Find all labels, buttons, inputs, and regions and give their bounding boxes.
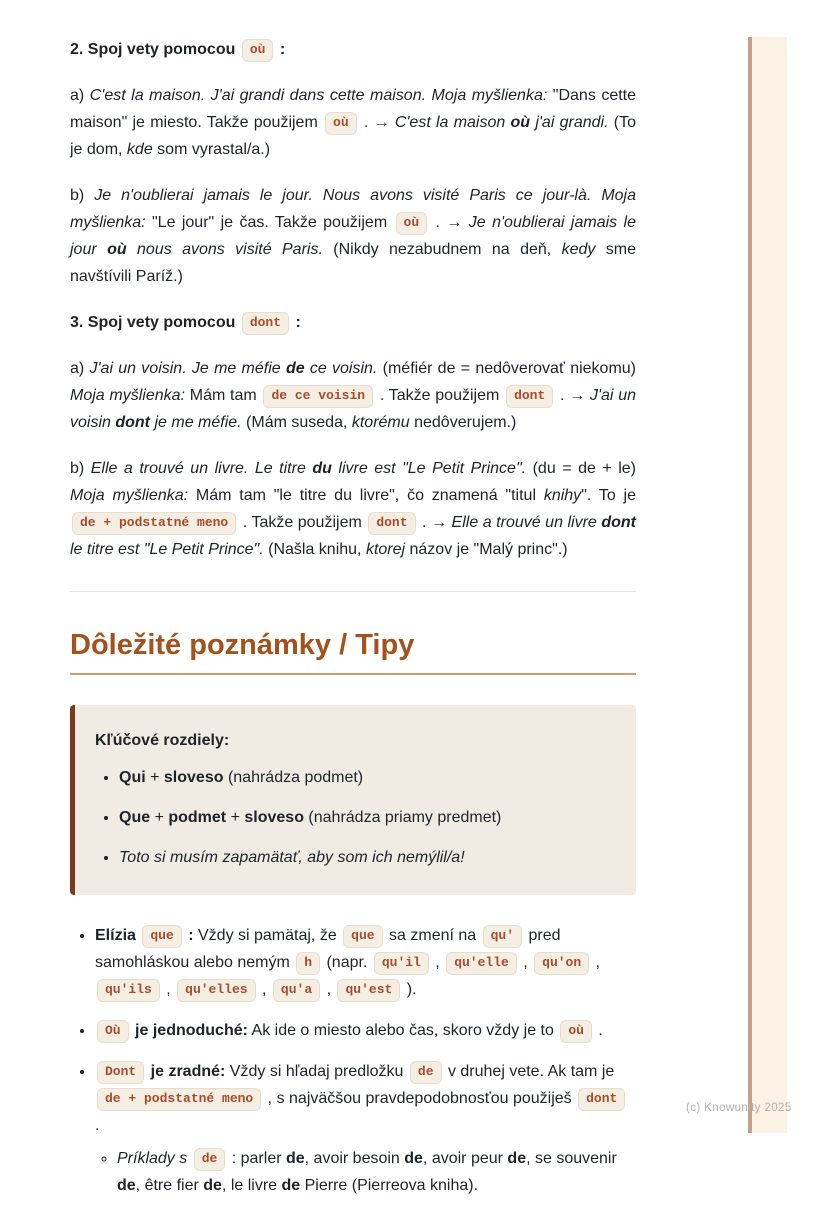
text-run: . Takže použijem: [375, 387, 505, 404]
copyright-watermark: (c) Knowunity 2025: [686, 1102, 792, 1114]
inline-code-badge: Dont: [97, 1061, 144, 1084]
text-run: ).: [402, 981, 417, 998]
inline-code-badge: où: [396, 212, 428, 235]
text-run: Ak ide o miesto alebo čas, skoro vždy je to: [247, 1022, 559, 1039]
text-run: Je n'oublierai jamais le jour. Nous avons visité Paris ce jour-là. Moja myšlienka:: [70, 187, 636, 231]
text-run: je me méfie.: [150, 414, 247, 431]
text-run: C'est la maison. J'ai grandi dans cette maison. Moja myšlienka:: [89, 87, 553, 104]
text-run: où: [510, 114, 531, 131]
text-run: nedôverujem.): [409, 414, 517, 431]
paragraph-2b: [70, 182, 636, 290]
inline-code-badge: dont: [242, 312, 289, 335]
tips-list: [70, 922, 636, 1199]
text-run: :: [291, 314, 301, 331]
text-run: ,: [591, 954, 601, 971]
text-run: Moja myšlienka:: [70, 387, 190, 404]
text-run: kedy: [561, 241, 596, 258]
text-run: . →: [429, 214, 469, 231]
text-run: dont: [601, 514, 636, 531]
tip-item: [95, 922, 636, 1003]
text-run: som vyrastal/a.): [152, 141, 271, 158]
text-run: kde: [126, 141, 153, 158]
text-run: Toto si musím zapamätať, aby som ich nemýlil/a!: [119, 849, 465, 866]
inline-code-badge: où: [242, 39, 274, 62]
text-run: a): [70, 87, 90, 104]
key-differences-callout: [70, 705, 636, 895]
inline-code-badge: de ce voisin: [263, 385, 373, 408]
text-run: Elle a trouvé un livre. Le titre: [90, 460, 313, 477]
text-run: a): [70, 360, 90, 377]
text-run: . Takže použijem: [238, 514, 367, 531]
inline-code-badge: que: [343, 925, 382, 948]
text-run: Vždy si pamätaj, že: [193, 927, 342, 944]
inline-code-badge: qu'elle: [446, 952, 517, 975]
text-run: názov je "Malý princ".): [405, 541, 568, 558]
text-run: (Mám suseda,: [246, 414, 352, 431]
text-run: sme navštívili Paríž.): [70, 241, 636, 285]
text-run: de: [507, 1150, 527, 1167]
text-run: sloveso: [244, 809, 304, 826]
text-run: , se souvenir: [526, 1150, 617, 1167]
text-run: +: [226, 809, 245, 826]
tip-item: [95, 1058, 636, 1199]
text-run: .: [593, 1022, 603, 1039]
text-run: (nahrádza priamy predmet): [303, 809, 502, 826]
inline-code-badge: de: [194, 1148, 226, 1171]
text-run: (napr.: [322, 954, 372, 971]
text-run: du: [312, 460, 332, 477]
inline-code-badge: dont: [578, 1088, 625, 1111]
text-run: :: [275, 41, 286, 58]
text-run: Mám tam: [189, 387, 262, 404]
text-run: (nahrádza podmet): [223, 769, 364, 786]
document-content: [70, 36, 636, 1213]
text-run: Qui: [119, 769, 146, 786]
inline-code-badge: que: [142, 925, 181, 948]
inline-code-badge: de: [410, 1061, 442, 1084]
text-run: de: [285, 1150, 305, 1167]
text-run: , être fier: [135, 1177, 204, 1194]
sub-tips-list: [95, 1145, 636, 1199]
text-run: pred samohláskou alebo nemým: [95, 927, 561, 971]
text-run: , le livre: [221, 1177, 282, 1194]
text-run: je jednoduché:: [130, 1022, 248, 1039]
text-run: ce voisin.: [304, 360, 383, 377]
inline-code-badge: h: [296, 952, 320, 975]
text-run: où: [107, 241, 127, 258]
text-run: J'ai un voisin. Je me méfie: [89, 360, 286, 377]
inline-code-badge: de + podstatné meno: [97, 1088, 261, 1111]
paragraph-3b: [70, 455, 636, 563]
text-run: b): [70, 460, 91, 477]
text-run: sa zmení na: [384, 927, 481, 944]
text-run: v druhej vete. Ak tam je: [443, 1063, 615, 1080]
text-run: "Dans cette maison" je miesto. Takže použijem: [70, 87, 637, 131]
text-run: , avoir besoin: [304, 1150, 405, 1167]
text-run: de: [281, 1177, 301, 1194]
text-run: ,: [518, 954, 533, 971]
text-run: j'ai grandi.: [530, 114, 609, 131]
text-run: . →: [555, 387, 590, 404]
page-edge-band: [748, 37, 787, 1133]
inline-code-badge: qu'a: [273, 979, 320, 1002]
text-run: Que: [119, 809, 151, 826]
text-run: sloveso: [163, 769, 224, 786]
inline-code-badge: où: [325, 112, 357, 135]
notes-heading: Dôležité poznámky / Tipy: [70, 628, 636, 675]
inline-code-badge: qu'elles: [177, 979, 255, 1002]
inline-code-badge: qu': [483, 925, 522, 948]
callout-item: [119, 764, 608, 791]
inline-code-badge: qu'est: [337, 979, 400, 1002]
text-run: (Nikdy nezabudnem na deň,: [333, 241, 562, 258]
inline-code-badge: de + podstatné meno: [72, 512, 236, 535]
text-run: Elízia: [95, 927, 141, 944]
text-run: livre est "Le Petit Prince".: [331, 460, 533, 477]
text-run: , s najväčšou pravdepodobnosťou použiješ: [263, 1090, 577, 1107]
text-run: ,: [161, 981, 176, 998]
text-run: Je n'oublierai jamais le jour: [70, 214, 637, 258]
text-run: je zradné:: [146, 1063, 226, 1080]
text-run: Vždy si hľadaj predložku: [225, 1063, 408, 1080]
text-run: (du = de + le): [532, 460, 637, 477]
text-run: :: [183, 927, 194, 944]
tip-item: [95, 1017, 636, 1044]
text-run: dont: [115, 414, 151, 431]
inline-code-badge: Où: [97, 1020, 129, 1043]
text-run: Moja myšlienka:: [70, 487, 196, 504]
sub-tip-item: [117, 1145, 636, 1199]
callout-item: [119, 804, 608, 831]
text-run: . →: [358, 114, 395, 131]
text-run: ,: [322, 981, 336, 998]
text-run: 2. Spoj vety pomocou: [70, 41, 240, 58]
text-run: C'est la maison: [394, 114, 511, 131]
inline-code-badge: dont: [368, 512, 415, 535]
inline-code-badge: qu'on: [534, 952, 589, 975]
callout-title: Kľúčové rozdiely:: [95, 732, 230, 749]
callout-list: [95, 764, 608, 871]
text-run: .: [95, 1117, 100, 1134]
text-run: b): [70, 187, 95, 204]
text-run: ,: [430, 954, 445, 971]
inline-code-badge: qu'ils: [97, 979, 160, 1002]
text-run: +: [145, 769, 164, 786]
subsection-heading-2: [70, 36, 636, 63]
text-run: de: [404, 1150, 423, 1167]
text-run: Elle a trouvé un livre: [451, 514, 602, 531]
text-run: le titre est "Le Petit Prince".: [70, 541, 269, 558]
text-run: podmet: [168, 809, 227, 826]
text-run: knihy: [543, 487, 582, 504]
text-run: de: [285, 360, 305, 377]
inline-code-badge: qu'il: [374, 952, 429, 975]
inline-code-badge: dont: [506, 385, 553, 408]
text-run: (Našla knihu,: [268, 541, 366, 558]
text-run: nous avons visité Paris.: [126, 241, 334, 258]
text-run: J'ai un voisin: [70, 387, 637, 431]
text-run: +: [150, 809, 169, 826]
text-run: 3. Spoj vety pomocou: [70, 314, 240, 331]
text-run: (méfiér de = nedôverovať niekomu): [382, 360, 637, 377]
subsection-heading-3: [70, 309, 636, 336]
text-run: de: [203, 1177, 222, 1194]
text-run: "Le jour" je čas. Takže použijem: [151, 214, 394, 231]
text-run: ". To je: [581, 487, 637, 504]
inline-code-badge: où: [560, 1020, 592, 1043]
text-run: ktorému: [351, 414, 410, 431]
paragraph-3a: [70, 355, 636, 436]
paragraph-2a: [70, 82, 636, 163]
text-run: . →: [417, 514, 452, 531]
text-run: Príklady s: [117, 1150, 192, 1167]
section-divider: [70, 591, 636, 592]
text-run: Mám tam "le titre du livre", čo znamená "titul: [195, 487, 544, 504]
text-run: (To je dom,: [70, 114, 637, 158]
text-run: de: [117, 1177, 136, 1194]
text-run: ,: [257, 981, 271, 998]
callout-item: [119, 844, 608, 871]
text-run: ktorej: [365, 541, 406, 558]
text-run: Pierre (Pierreova kniha).: [300, 1177, 479, 1194]
text-run: , avoir peur: [422, 1150, 508, 1167]
text-run: : parler: [227, 1150, 286, 1167]
